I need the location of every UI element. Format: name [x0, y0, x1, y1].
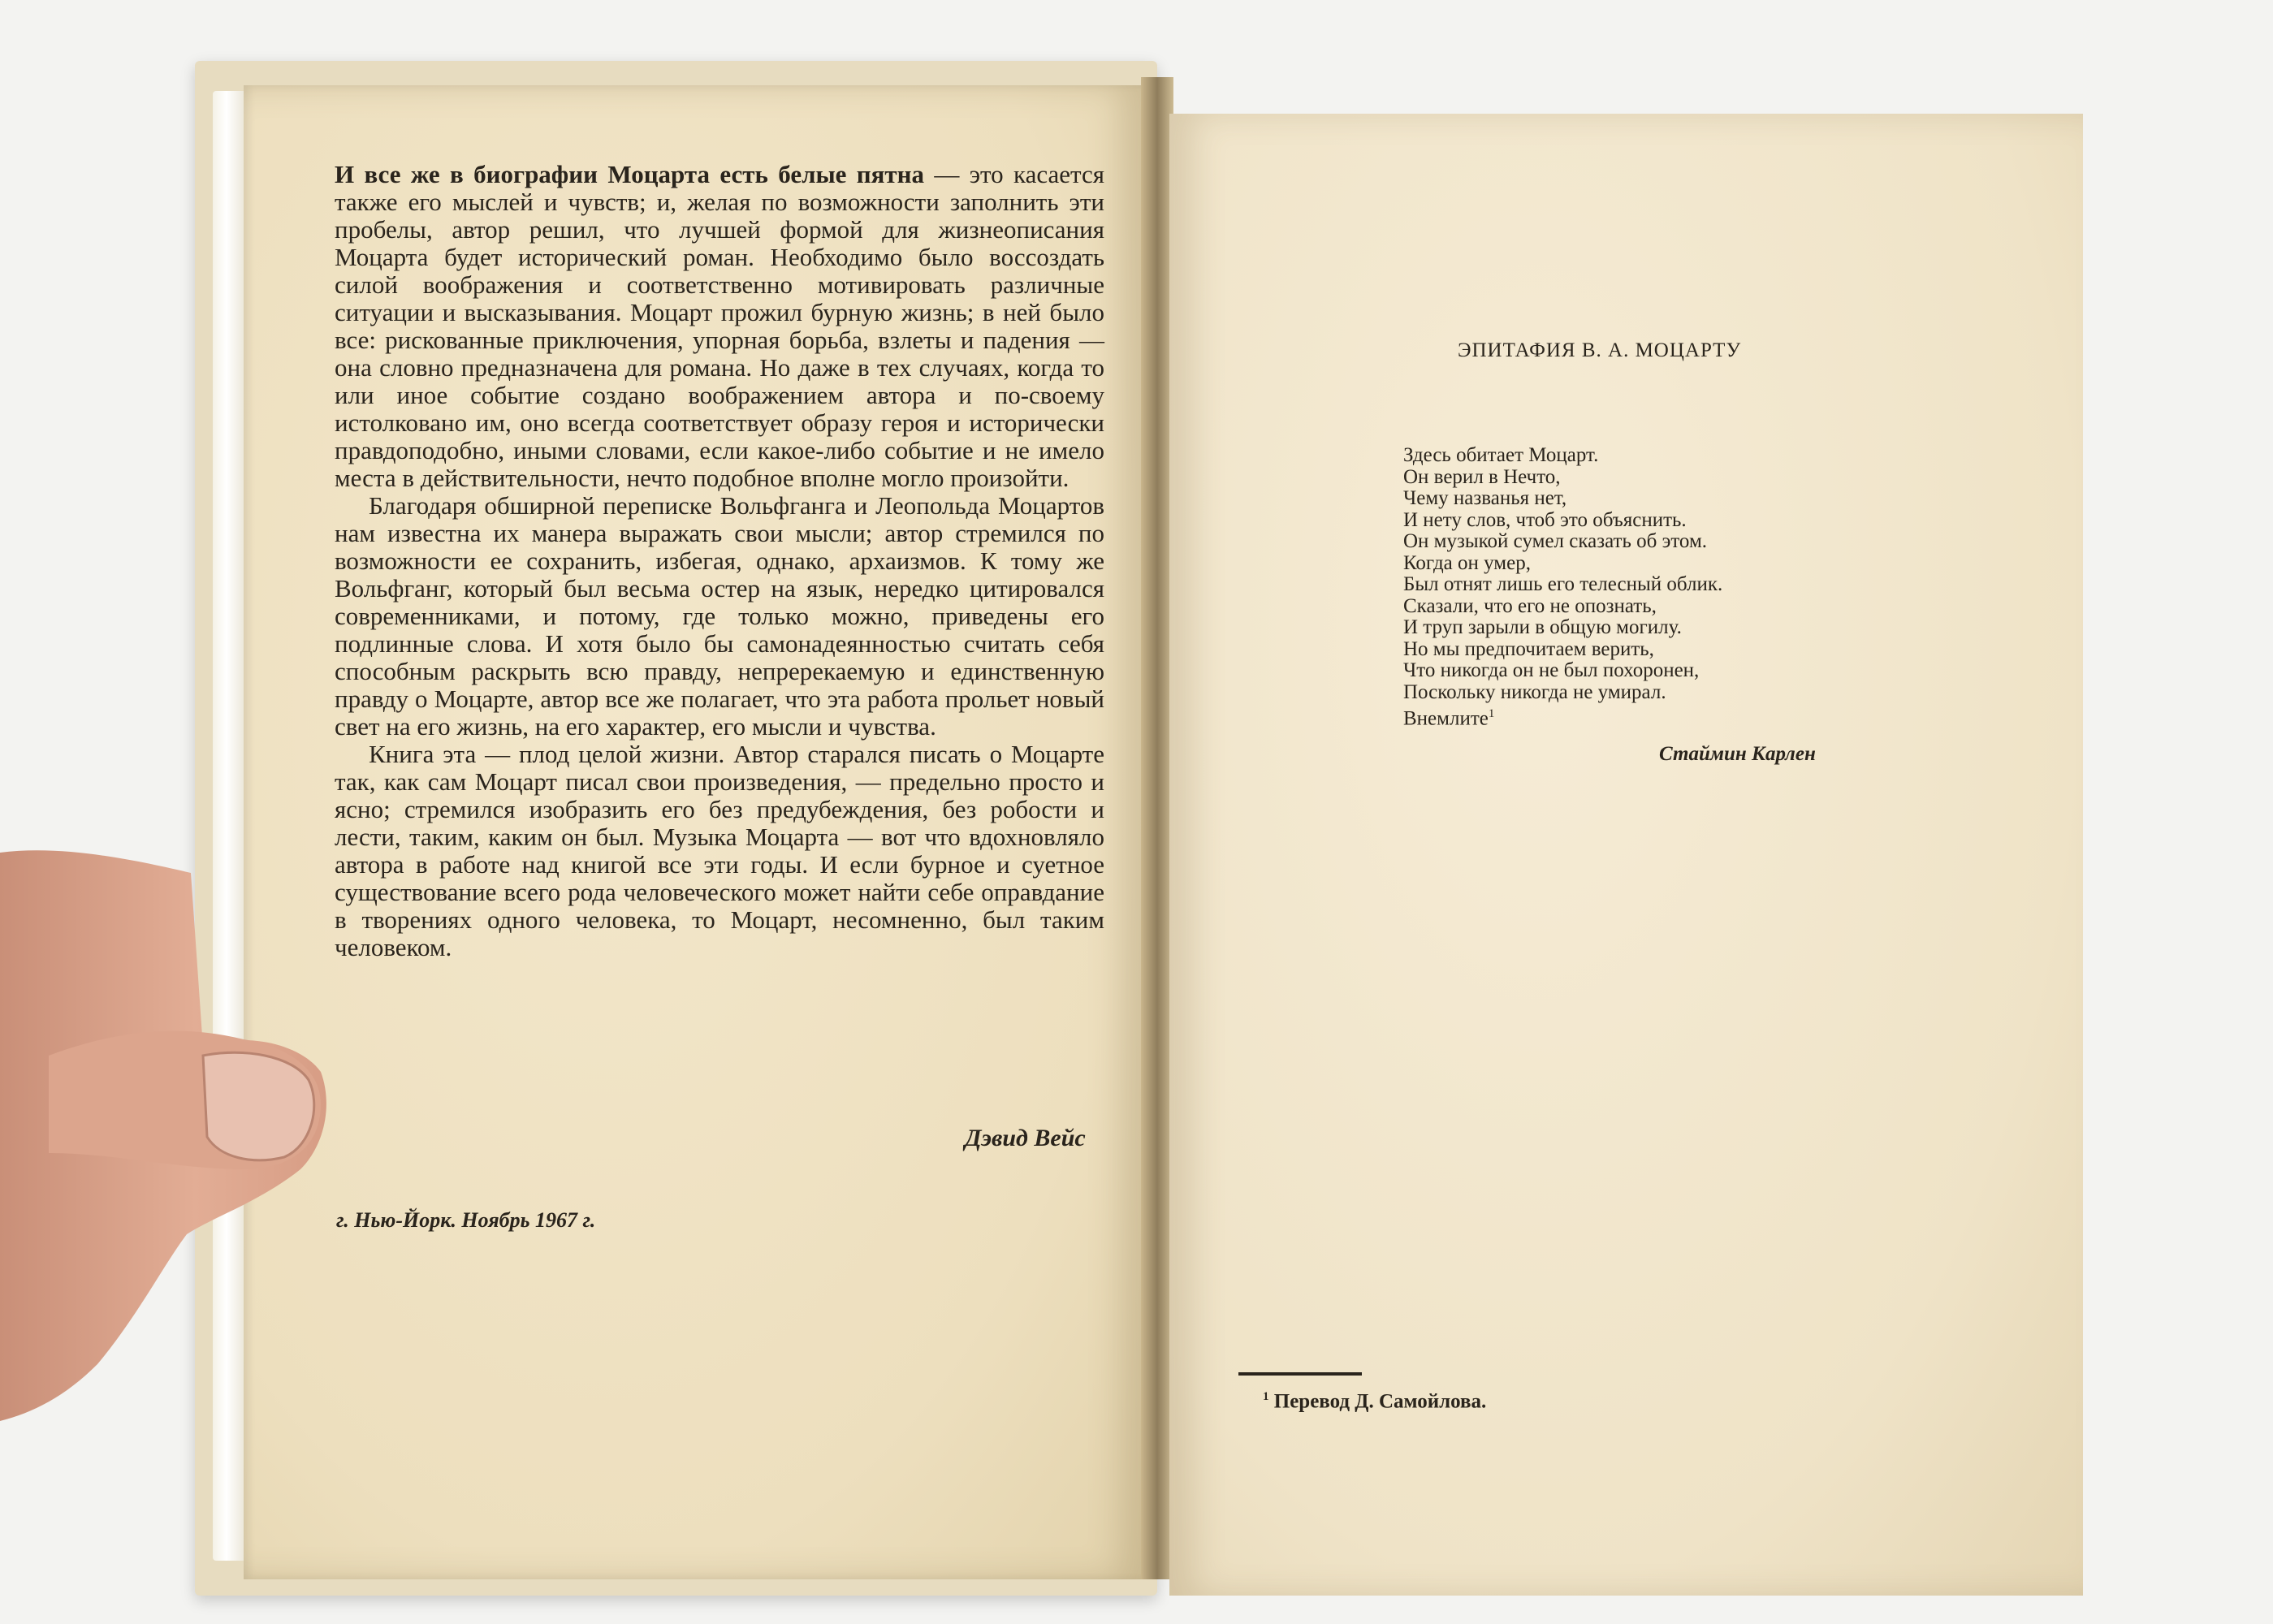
footnote-marker: 1: [1263, 1390, 1269, 1403]
thumbnail: [203, 1052, 314, 1160]
poem-line-text: И труп зарыли в общую могилу.: [1403, 616, 1682, 638]
poem-line-text: Он музыкой сумел сказать об этом.: [1403, 530, 1708, 552]
poem-line-text: Но мы предпочитаем верить,: [1403, 637, 1654, 660]
poem-signature: Стаймин Карлен: [1659, 743, 1816, 765]
place-date: г. Нью-Йорк. Ноябрь 1967 г.: [336, 1208, 596, 1232]
poem-line-text: И нету слов, чтоб это объяснить.: [1403, 508, 1687, 531]
poem-line-text: Сказали, что его не опознать,: [1403, 594, 1657, 617]
poem-line-text: Был отнят лишь его телесный облик.: [1403, 573, 1723, 595]
epitaph-title: ЭПИТАФИЯ В. А. МОЦАРТУ: [1458, 339, 1742, 361]
poem-line-text: Он верил в Нечто,: [1403, 465, 1561, 488]
poem-line-text: Что никогда он не был похоронен,: [1403, 659, 1700, 681]
footnote-text: Перевод Д. Самойлова.: [1273, 1390, 1487, 1413]
poem-line-text: Внемлите: [1403, 707, 1489, 730]
paragraph-text: Книга эта — плод целой жизни. Автор старался писать о Моцарте так, как сам Моцарт писал свои произведения, — предельно просто и ясно; стремился изобразить его без предубеждения, без робости и лести, таким, каким он был. Музыка Моцарта — вот что вдохновляло автора в работе над книгой все эти годы. И если бурное и суетное существование всего рода человеческого может найти себе оправдание в творениях одного человека, то Моцарт, несомненно, был таким человеком.: [335, 740, 1104, 961]
poem-line-text: Чему названья нет,: [1403, 487, 1567, 509]
poem-line-text: Поскольку никогда не умирал.: [1403, 680, 1666, 703]
author-signature: Дэвид Вейс: [965, 1125, 1086, 1151]
poem-line-text: Когда он умер,: [1403, 551, 1531, 574]
paragraph-text: Благодаря обширной переписке Вольфганга и Леопольда Моцартов нам известна их манера выражать свои мысли; автор стремился по возможности ее сохранить, избегая, однако, архаизмов. К тому же Вольфганг, который был весьма остер на язык, нередко цитировался современниками, и потому, где только можно, приведены его подлинные слова. И хотя было бы самонадеянностью считать себя способным раскрыть всю правду, непререкаемую и единственную правду о Моцарте, автор все же полагает, что эта работа прольет новый свет на его жизнь, на его характер, его мысли и чувства.: [335, 491, 1104, 741]
paragraph-text: — это касается также его мыслей и чувств; и, желая по возможности заполнить эти пробелы, автор решил, что лучшей формой для жизнеописания Моцарта будет исторический роман. Необходимо было воссоздать силой воображения и соответственно мотивировать различные ситуации и высказывания. Моцарт прожил бурную жизнь; в ней было все: рискованные приключения, упорная борьба, взлеты и падения — она словно предназначена для романа. Но даже в тех случаях, когда то или иное событие создано воображением автора и по-своему истолковано им, оно всегда соответствует образу героя и исторически правдоподобно, иными словами, если какое-либо событие и не имело места в действительности, нечто подобное вполне могло произойти.: [335, 160, 1104, 492]
poem-line-text: Здесь обитает Моцарт.: [1403, 444, 1599, 466]
poem-footnote-marker: 1: [1488, 707, 1495, 720]
paragraph-lead: И все же в биографии Моцарта есть белые пятна: [335, 160, 925, 188]
